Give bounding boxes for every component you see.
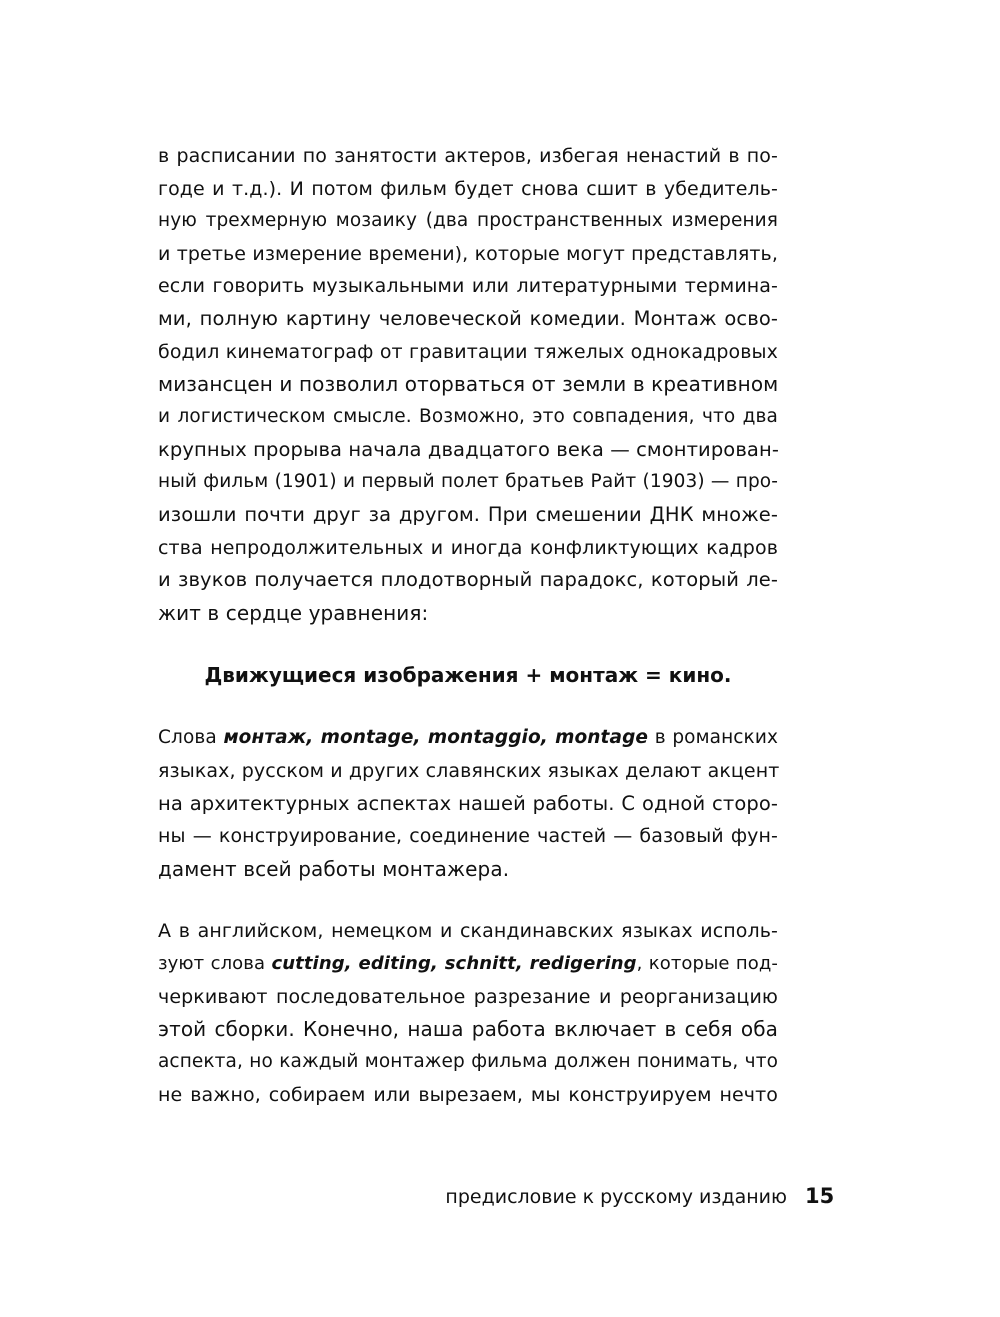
formula-line: Движущиеся изображения + монтаж = кино. [204, 663, 732, 687]
text-line: языках, русском и других славянских языках делают акцент [158, 760, 780, 782]
text-fragment: в романских [648, 727, 778, 748]
text-line: и звуков получается плодотворный парадокс, который ле- [158, 568, 778, 591]
text-line: жит в сердце уравнения: [158, 601, 429, 625]
emphasized-terms: cutting, editing, schnitt, redigering [271, 953, 637, 974]
text-line: не важно, собираем или вырезаем, мы конструируем нечто [158, 1084, 778, 1106]
text-fragment: зуют слова [158, 953, 272, 974]
text-line: изошли почти друг за другом. При смешении ДНК множе- [158, 503, 778, 526]
text-line: годе и т.д.). И потом фильм будет снова сшит в убедитель- [158, 178, 778, 200]
text-line: ную трехмерную мозаику (два пространственных измерения [158, 210, 778, 231]
text-line: мизансцен и позволил оторваться от земли в креативном [158, 372, 779, 396]
text-line: ны — конструирование, соединение частей — базовый фун- [158, 825, 778, 847]
text-line: этой сборки. Конечно, наша работа включает в себя оба [158, 1017, 778, 1041]
emphasized-terms: монтаж, montage, montaggio, montage [223, 727, 649, 748]
running-title: предисловие к русскому изданию [445, 1186, 787, 1208]
text-fragment: , которые под- [636, 953, 778, 974]
text-line: и логистическом смысле. Возможно, это совпадения, что два [158, 406, 778, 427]
text-line: на архитектурных аспектах нашей работы. С одной сторо- [158, 792, 778, 815]
page-number: 15 [805, 1184, 835, 1208]
text-line: ства непродолжительных и иногда конфликтующих кадров [158, 537, 778, 559]
text-line: бодил кинематограф от гравитации тяжелых однокадровых [158, 341, 778, 363]
text-line [158, 722, 778, 754]
text-line: А в английском, немецком и скандинавских языках исполь- [158, 920, 778, 942]
text-line: ми, полную картину человеческой комедии. Монтаж осво- [158, 307, 778, 330]
text-line: дамент всей работы монтажера. [158, 857, 510, 881]
text-line: ный фильм (1901) и первый полет братьев Райт (1903) — про- [158, 471, 778, 492]
text-line: в расписании по занятости актеров, избегая ненастий в по- [158, 145, 778, 167]
text-line [158, 948, 778, 980]
text-line: если говорить музыкальными или литературными термина- [158, 275, 778, 297]
text-line: и третье измерение времени), которые могут представлять, [158, 243, 778, 265]
text-fragment: Слова [158, 727, 224, 748]
text-line: крупных прорыва начала двадцатого века — смонтирован- [158, 438, 779, 461]
text-line: черкивают последовательное разрезание и реорганизацию [158, 986, 778, 1008]
text-line: аспекта, но каждый монтажер фильма должен понимать, что [158, 1051, 778, 1072]
